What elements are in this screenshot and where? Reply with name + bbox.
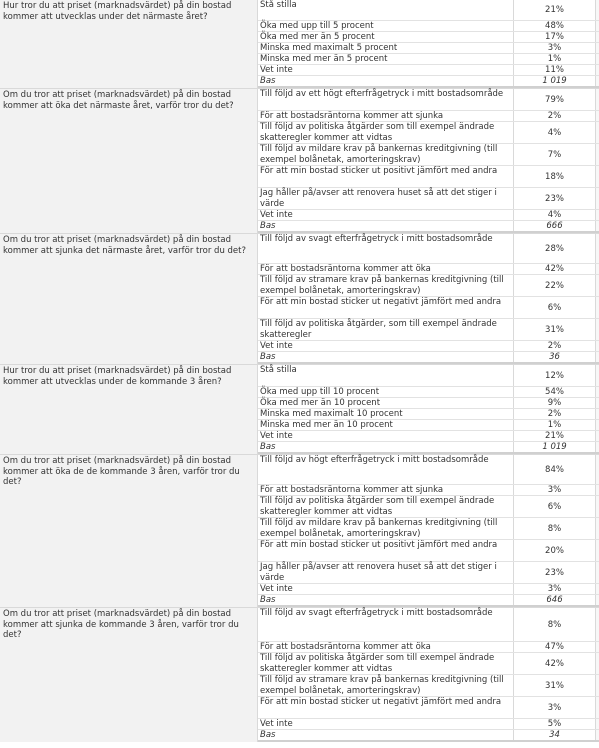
answer-row bbox=[258, 21, 599, 32]
answer-value: 2% bbox=[514, 409, 596, 419]
answer-label: Bas bbox=[258, 730, 514, 740]
answer-row bbox=[258, 485, 599, 496]
answer-label: Jag håller på/avser att renovera huset så att det stiger i värde bbox=[258, 188, 514, 209]
question-block bbox=[0, 364, 599, 454]
answer-value: 1 019 bbox=[514, 76, 596, 86]
base-row bbox=[258, 352, 599, 364]
answer-label: Vet inte bbox=[258, 65, 514, 75]
answer-value: 666 bbox=[514, 221, 596, 231]
answer-row bbox=[258, 562, 599, 584]
answer-label: Till följd av politiska åtgärder, som till exempel ändrade skatteregler bbox=[258, 319, 514, 340]
answer-label: Bas bbox=[258, 442, 514, 452]
answer-value: 36 bbox=[514, 352, 596, 362]
question-block bbox=[0, 454, 599, 607]
answer-label: Till följd av politiska åtgärder som till exempel ändrade skatteregler kommer att vidtas bbox=[258, 122, 514, 143]
question-block bbox=[0, 607, 599, 742]
answer-label: För att min bostad sticker ut negativt jämfört med andra bbox=[258, 697, 514, 718]
answer-label: Minska med mer än 10 procent bbox=[258, 420, 514, 430]
answer-label: Vet inte bbox=[258, 431, 514, 441]
answer-label: Till följd av politiska åtgärder som till exempel ändrade skatteregler kommer att vidtas bbox=[258, 653, 514, 674]
answer-row bbox=[258, 675, 599, 697]
answer-row bbox=[258, 54, 599, 65]
answer-row bbox=[258, 409, 599, 420]
base-row bbox=[258, 442, 599, 454]
question-block bbox=[0, 233, 599, 364]
answer-row bbox=[258, 275, 599, 297]
answer-value: 84% bbox=[514, 455, 596, 484]
answer-row bbox=[258, 387, 599, 398]
answer-row bbox=[258, 518, 599, 540]
answer-label: Bas bbox=[258, 352, 514, 362]
answer-row bbox=[258, 496, 599, 518]
answer-value: 48% bbox=[514, 21, 596, 31]
answer-row bbox=[258, 65, 599, 76]
answer-label: Bas bbox=[258, 221, 514, 231]
answer-label: Öka med upp till 5 procent bbox=[258, 21, 514, 31]
question-block bbox=[0, 88, 599, 233]
base-row bbox=[258, 221, 599, 233]
answer-label: Minska med maximalt 5 procent bbox=[258, 43, 514, 53]
answer-row bbox=[258, 540, 599, 562]
answer-row bbox=[258, 264, 599, 275]
answer-row bbox=[258, 642, 599, 653]
answer-value: 21% bbox=[514, 431, 596, 441]
base-row bbox=[258, 595, 599, 607]
answer-label: För att bostadsräntorna kommer att sjunka bbox=[258, 111, 514, 121]
answer-row bbox=[258, 431, 599, 442]
answer-value: 79% bbox=[514, 89, 596, 110]
question-text: Om du tror att priset (marknadsvärdet) på din bostad kommer att sjunka det närmaste året, varför tror du det? bbox=[0, 234, 258, 364]
answer-value: 20% bbox=[514, 540, 596, 561]
answer-value: 17% bbox=[514, 32, 596, 42]
answer-label: Öka med upp till 10 procent bbox=[258, 387, 514, 397]
question-text: Hur tror du att priset (marknadsvärdet) på din bostad kommer att utvecklas under de kommande 3 åren? bbox=[0, 365, 258, 454]
answer-label: För att bostadsräntorna kommer att öka bbox=[258, 264, 514, 274]
answer-row bbox=[258, 111, 599, 122]
answer-label: Till följd av svagt efterfrågetryck i mitt bostadsområde bbox=[258, 234, 514, 263]
question-text: Om du tror att priset (marknadsvärdet) på din bostad kommer att sjunka de kommande 3 åren, varför tror du det? bbox=[0, 608, 258, 742]
answer-label: Jag håller på/avser att renovera huset så att det stiger i värde bbox=[258, 562, 514, 583]
answer-value: 42% bbox=[514, 653, 596, 674]
answer-row bbox=[258, 341, 599, 352]
answer-value: 7% bbox=[514, 144, 596, 165]
answer-label: Vet inte bbox=[258, 210, 514, 220]
answer-value: 23% bbox=[514, 562, 596, 583]
answer-row bbox=[258, 234, 599, 264]
answer-row bbox=[258, 166, 599, 188]
answer-row bbox=[258, 144, 599, 166]
answer-row bbox=[258, 32, 599, 43]
answer-label: Till följd av svagt efterfrågetryck i mitt bostadsområde bbox=[258, 608, 514, 641]
answer-value: 3% bbox=[514, 697, 596, 718]
question-text: Om du tror att priset (marknadsvärdet) på din bostad kommer att öka de de kommande 3 åren, varför tror du det? bbox=[0, 455, 258, 607]
answer-label: För att bostadsräntorna kommer att sjunka bbox=[258, 485, 514, 495]
answer-label: Till följd av stramare krav på bankernas kreditgivning (till exempel bolånetak, amorteringskrav) bbox=[258, 675, 514, 696]
answer-value: 646 bbox=[514, 595, 596, 605]
answer-row bbox=[258, 188, 599, 210]
answer-value: 8% bbox=[514, 608, 596, 641]
answer-value: 4% bbox=[514, 122, 596, 143]
answer-value: 1% bbox=[514, 54, 596, 64]
answer-row bbox=[258, 122, 599, 144]
answer-value: 3% bbox=[514, 485, 596, 495]
answer-value: 54% bbox=[514, 387, 596, 397]
answer-label: Bas bbox=[258, 595, 514, 605]
answer-row bbox=[258, 697, 599, 719]
answer-label: Vet inte bbox=[258, 341, 514, 351]
answer-label: Minska med mer än 5 procent bbox=[258, 54, 514, 64]
answer-label: För att bostadsräntorna kommer att öka bbox=[258, 642, 514, 652]
answer-label: Öka med mer än 5 procent bbox=[258, 32, 514, 42]
answer-value: 5% bbox=[514, 719, 596, 729]
answer-label: Till följd av ett högt efterfrågetryck i mitt bostadsområde bbox=[258, 89, 514, 110]
answer-value: 28% bbox=[514, 234, 596, 263]
answer-row bbox=[258, 455, 599, 485]
answer-value: 31% bbox=[514, 319, 596, 340]
answer-value: 18% bbox=[514, 166, 596, 187]
answer-value: 31% bbox=[514, 675, 596, 696]
answer-value: 6% bbox=[514, 496, 596, 517]
answer-label: Bas bbox=[258, 76, 514, 86]
answer-value: 42% bbox=[514, 264, 596, 274]
question-text: Om du tror att priset (marknadsvärdet) på din bostad kommer att öka det närmaste året, varför tror du det? bbox=[0, 89, 258, 233]
base-row bbox=[258, 730, 599, 742]
answer-row bbox=[258, 420, 599, 431]
answer-label: Till följd av mildare krav på bankernas kreditgivning (till exempel bolånetak, amorteringskrav) bbox=[258, 144, 514, 165]
answer-label: Stå stilla bbox=[258, 0, 514, 20]
answer-value: 12% bbox=[514, 365, 596, 386]
answer-label: Minska med maximalt 10 procent bbox=[258, 409, 514, 419]
answer-value: 22% bbox=[514, 275, 596, 296]
answer-value: 1 019 bbox=[514, 442, 596, 452]
answer-label: För att min bostad sticker ut negativt jämfört med andra bbox=[258, 297, 514, 318]
answer-value: 6% bbox=[514, 297, 596, 318]
base-row bbox=[258, 76, 599, 88]
answer-row bbox=[258, 89, 599, 111]
answer-row bbox=[258, 365, 599, 387]
answer-label: Till följd av stramare krav på bankernas kreditgivning (till exempel bolånetak, amorteringskrav) bbox=[258, 275, 514, 296]
answer-label: Stå stilla bbox=[258, 365, 514, 386]
answer-row bbox=[258, 319, 599, 341]
answer-row bbox=[258, 210, 599, 221]
answer-value: 23% bbox=[514, 188, 596, 209]
answer-value: 11% bbox=[514, 65, 596, 75]
answer-value: 21% bbox=[514, 0, 596, 20]
answer-value: 3% bbox=[514, 584, 596, 594]
answer-row bbox=[258, 584, 599, 595]
answer-value: 2% bbox=[514, 341, 596, 351]
answer-value: 2% bbox=[514, 111, 596, 121]
answer-value: 4% bbox=[514, 210, 596, 220]
answer-row bbox=[258, 297, 599, 319]
answer-label: Vet inte bbox=[258, 584, 514, 594]
answer-row bbox=[258, 0, 599, 21]
answer-label: Till följd av mildare krav på bankernas kreditgivning (till exempel bolånetak, amorteringskrav) bbox=[258, 518, 514, 539]
answer-label: För att min bostad sticker ut positivt jämfört med andra bbox=[258, 540, 514, 561]
answer-label: Till följd av högt efterfrågetryck i mitt bostadsområde bbox=[258, 455, 514, 484]
answer-row bbox=[258, 608, 599, 642]
answer-value: 8% bbox=[514, 518, 596, 539]
answer-label: Öka med mer än 10 procent bbox=[258, 398, 514, 408]
question-block bbox=[0, 0, 599, 88]
answer-label: För att min bostad sticker ut positivt jämfört med andra bbox=[258, 166, 514, 187]
answer-value: 9% bbox=[514, 398, 596, 408]
answer-row bbox=[258, 653, 599, 675]
answer-value: 3% bbox=[514, 43, 596, 53]
answer-value: 34 bbox=[514, 730, 596, 740]
answer-row bbox=[258, 398, 599, 409]
question-text: Hur tror du att priset (marknadsvärdet) på din bostad kommer att utvecklas under det närmaste året? bbox=[0, 0, 258, 88]
answer-row bbox=[258, 43, 599, 54]
answer-value: 47% bbox=[514, 642, 596, 652]
answer-row bbox=[258, 719, 599, 730]
answer-label: Till följd av politiska åtgärder som till exempel ändrade skatteregler kommer att vidtas bbox=[258, 496, 514, 517]
answer-label: Vet inte bbox=[258, 719, 514, 729]
answer-value: 1% bbox=[514, 420, 596, 430]
